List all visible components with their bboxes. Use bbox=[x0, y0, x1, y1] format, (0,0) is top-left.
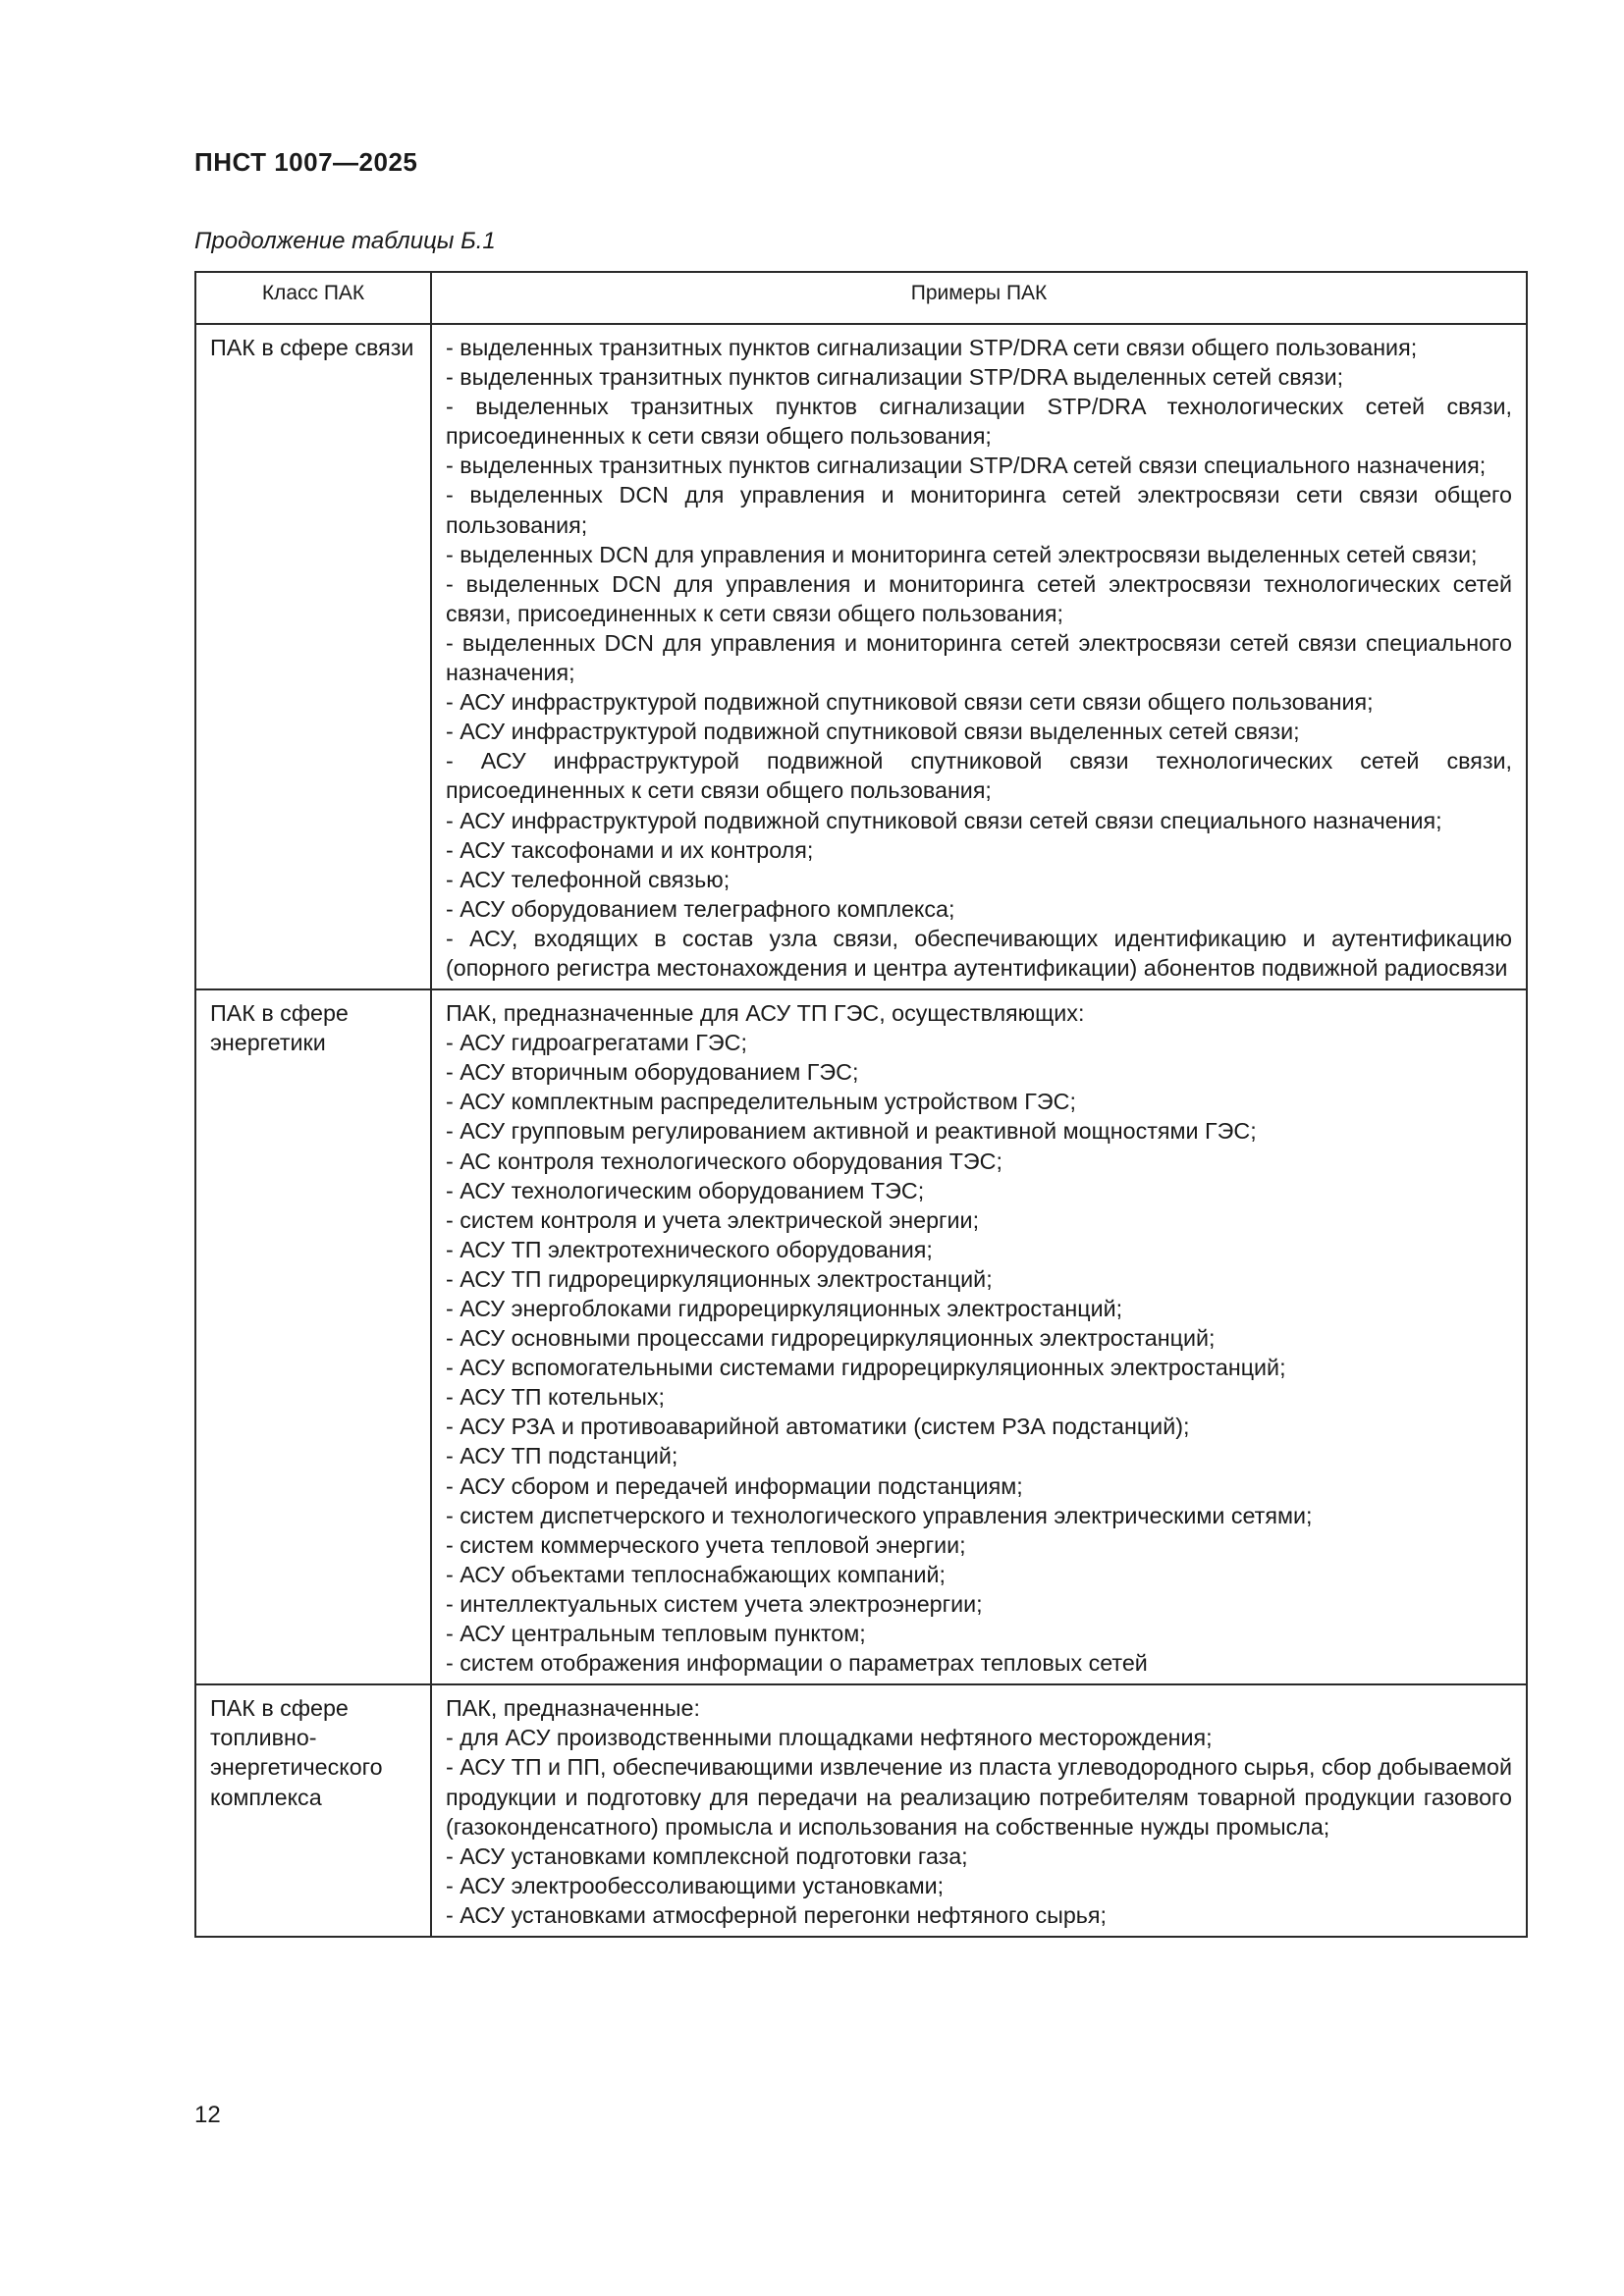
examples-cell bbox=[431, 1684, 1527, 1937]
example-item: - выделенных транзитных пунктов сигнализации STP/DRA сетей связи специального назначения; bbox=[446, 453, 1487, 479]
examples-cell bbox=[431, 989, 1527, 1684]
example-item: - АСУ инфраструктурой подвижной спутниковой связи выделенных сетей связи; bbox=[446, 719, 1300, 745]
row-fuel-energy-complex bbox=[195, 1684, 1527, 1937]
example-item: ПАК, предназначенные: bbox=[446, 1695, 700, 1722]
example-item: - выделенных DCN для управления и мониторинга сетей электросвязи сетей связи специального назначения; bbox=[446, 629, 1512, 686]
example-item: - АСУ комплектным распределительным устройством ГЭС; bbox=[446, 1089, 1076, 1115]
class-cell: ПАК в сфере энергетики bbox=[195, 989, 431, 1684]
example-item: - АСУ установками атмосферной перегонки нефтяного сырья; bbox=[446, 1901, 1108, 1928]
example-item: - АСУ вспомогательными системами гидрорециркуляционных электростанций; bbox=[446, 1355, 1286, 1381]
example-item: - АСУ оборудованием телеграфного комплекса; bbox=[446, 895, 955, 922]
example-item: - АСУ РЗА и противоаварийной автоматики (систем РЗА подстанций); bbox=[446, 1414, 1190, 1440]
example-item: - АСУ, входящих в состав узла связи, обеспечивающих идентификацию и аутентификацию (опорного регистра местонахождения и центра аутентификации) абонентов подвижной радиосвязи bbox=[446, 925, 1512, 981]
examples-cell bbox=[431, 324, 1527, 989]
example-item: - АСУ таксофонами и их контроля; bbox=[446, 836, 814, 863]
example-item: - АС контроля технологического оборудования ТЭС; bbox=[446, 1148, 1002, 1174]
example-item: - систем контроля и учета электрической энергии; bbox=[446, 1206, 980, 1233]
example-item: - АСУ электрообессоливающими установками; bbox=[446, 1872, 945, 1898]
table-header-gap bbox=[195, 315, 1527, 324]
example-item: - систем коммерческого учета тепловой энергии; bbox=[446, 1531, 966, 1558]
example-item: - АСУ телефонной связью; bbox=[446, 866, 731, 892]
example-item: - АСУ ТП котельных; bbox=[446, 1384, 665, 1411]
example-item: - выделенных транзитных пунктов сигнализации STP/DRA технологических сетей связи, присоединенных к сети связи общего пользования; bbox=[446, 394, 1512, 450]
table-header-row bbox=[195, 272, 1527, 315]
example-item: - систем диспетчерского и технологического управления электрическими сетями; bbox=[446, 1502, 1313, 1528]
example-item: - выделенных транзитных пунктов сигнализации STP/DRA сети связи общего пользования; bbox=[446, 335, 1418, 360]
example-item: - интеллектуальных систем учета электроэнергии; bbox=[446, 1590, 983, 1617]
example-item: - АСУ инфраструктурой подвижной спутниковой связи сетей связи специального назначения; bbox=[446, 807, 1442, 833]
example-item: - АСУ технологическим оборудованием ТЭС; bbox=[446, 1177, 925, 1203]
example-item: - АСУ сбором и передачей информации подстанциям; bbox=[446, 1472, 1023, 1499]
example-item: - АСУ ТП гидрорециркуляционных электростанций; bbox=[446, 1265, 993, 1292]
example-item: - АСУ гидроагрегатами ГЭС; bbox=[446, 1030, 747, 1056]
row-energy bbox=[195, 989, 1527, 1684]
example-item: - АСУ центральным тепловым пунктом; bbox=[446, 1621, 866, 1647]
example-item: - для АСУ производственными площадками нефтяного месторождения; bbox=[446, 1725, 1213, 1751]
pak-classes-table bbox=[194, 271, 1528, 1938]
example-item: - АСУ ТП электротехнического оборудования; bbox=[446, 1236, 933, 1262]
header-gap-cell bbox=[431, 315, 1527, 324]
example-item: ПАК, предназначенные для АСУ ТП ГЭС, осуществляющих: bbox=[446, 1000, 1085, 1027]
example-item: - систем отображения информации о параметрах тепловых сетей bbox=[446, 1650, 1148, 1677]
document-code: ПНСТ 1007—2025 bbox=[194, 147, 418, 177]
example-item: - выделенных DCN для управления и мониторинга сетей электросвязи выделенных сетей связи; bbox=[446, 541, 1478, 567]
row-communications bbox=[195, 324, 1527, 989]
example-item: - АСУ основными процессами гидрорециркуляционных электростанций; bbox=[446, 1325, 1216, 1352]
example-item: - АСУ ТП и ПП, обеспечивающими извлечение из пласта углеводородного сырья, сбор добываемой продукции и подготовку для передачи на реализацию потребителям товарной продукции газового (газоконденсатного) промысла и использования на собственные нужды промысла; bbox=[446, 1754, 1512, 1840]
example-item: - выделенных транзитных пунктов сигнализации STP/DRA выделенных сетей связи; bbox=[446, 364, 1344, 391]
example-item: - АСУ инфраструктурой подвижной спутниковой связи технологических сетей связи, присоединенных к сети связи общего пользования; bbox=[446, 748, 1512, 804]
example-item: - выделенных DCN для управления и мониторинга сетей электросвязи технологических сетей связи, присоединенных к сети связи общего пользования; bbox=[446, 570, 1512, 626]
example-item: - АСУ групповым регулированием активной и реактивной мощностями ГЭС; bbox=[446, 1118, 1257, 1145]
class-cell: ПАК в сфере связи bbox=[195, 324, 431, 989]
example-item: - АСУ вторичным оборудованием ГЭС; bbox=[446, 1059, 859, 1086]
example-item: - АСУ установками комплексной подготовки газа; bbox=[446, 1842, 968, 1869]
example-item: - АСУ энергоблоками гидрорециркуляционных электростанций; bbox=[446, 1296, 1123, 1321]
class-cell: ПАК в сфере топливно-энергетического комплекса bbox=[195, 1684, 431, 1937]
column-header-class: Класс ПАК bbox=[195, 272, 431, 315]
table-body bbox=[195, 324, 1527, 1937]
table-caption: Продолжение таблицы Б.1 bbox=[194, 228, 496, 254]
page-number: 12 bbox=[194, 2102, 221, 2128]
example-item: - АСУ инфраструктурой подвижной спутниковой связи сети связи общего пользования; bbox=[446, 689, 1374, 716]
column-header-examples: Примеры ПАК bbox=[431, 272, 1527, 315]
example-item: - АСУ ТП подстанций; bbox=[446, 1443, 678, 1469]
example-item: - выделенных DCN для управления и мониторинга сетей электросвязи сети связи общего пользования; bbox=[446, 482, 1512, 538]
header-gap-cell bbox=[195, 315, 431, 324]
example-item: - АСУ объектами теплоснабжающих компаний; bbox=[446, 1561, 946, 1587]
